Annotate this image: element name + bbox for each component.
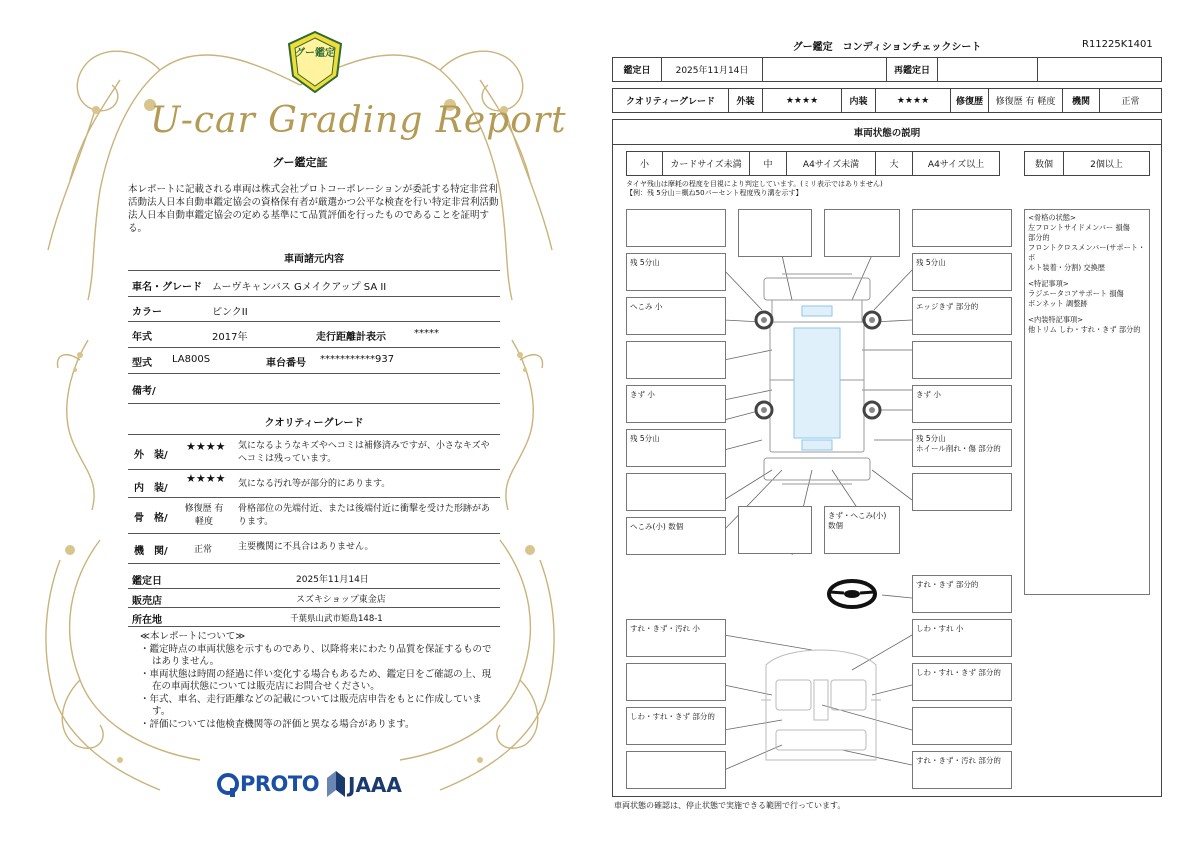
- divider: [128, 607, 500, 608]
- engine-value: 正常: [1099, 88, 1162, 113]
- divider: [128, 563, 500, 564]
- exterior-box: [738, 506, 812, 554]
- exterior-box: [626, 517, 726, 555]
- notes-title: ≪本レポートについて≫: [140, 631, 246, 642]
- divider: [128, 296, 500, 297]
- exterior-box: [912, 429, 1012, 467]
- remarks-label: 備考/: [132, 386, 156, 397]
- interior-desc: 気になる汚れ等が部分的にあります。: [238, 479, 391, 489]
- interior-label: 内 装/: [134, 483, 168, 494]
- exterior-box: [912, 253, 1012, 291]
- interior-note: すれ・きず・汚れ 小: [630, 624, 700, 633]
- interior-grade: ★★★★: [186, 472, 226, 485]
- car-top-view-diagram: [752, 270, 882, 490]
- divider: [128, 626, 500, 627]
- interior-box: [912, 575, 1012, 613]
- report-notes: [140, 631, 500, 731]
- quality-label: クオリティーグレード: [612, 88, 729, 113]
- report-id: R11225K1401: [1082, 39, 1153, 50]
- date-label: 鑑定日: [612, 57, 662, 82]
- chassis-value: ***********937: [320, 354, 395, 365]
- exterior-box: [912, 209, 1012, 247]
- interior-box: [626, 707, 726, 745]
- certificate-intro: 本レポートに記載される車両は株式会社プロトコーポレーションが委託する特定非営利活動法人日本自動車鑑定協会の資格保有者が厳選かつ公平な検査を行い特定非営利活動法人日本自動車鑑定協会の定める基準にて品質評価を行ったものであることを証明する。: [128, 184, 499, 234]
- exterior-box: [626, 429, 726, 467]
- exterior-desc: 気になるようなキズやヘコミは補修済みですが、小さなキズやヘコミは残っています。: [238, 441, 490, 464]
- divider: [128, 497, 500, 498]
- mileage-label: 走行距離計表示: [316, 332, 386, 343]
- divider: [128, 588, 500, 589]
- name-label: 車名・グレード: [132, 282, 202, 293]
- divider: [128, 403, 500, 404]
- proto-logo: PROTO: [240, 772, 320, 796]
- legend-small: 小: [626, 151, 663, 176]
- exterior-box: [912, 341, 1012, 379]
- certificate-title: グー鑑定証: [272, 156, 328, 169]
- mileage-value: *****: [414, 328, 439, 339]
- color-label: カラー: [132, 307, 162, 318]
- exterior-box: [912, 473, 1012, 511]
- comment-line: ラジエータコアサポート 損傷: [1028, 289, 1124, 298]
- divider: [128, 469, 500, 470]
- frame-grade: 修復歴 有 軽度: [184, 504, 224, 527]
- legend-large-desc: A4サイズ以上: [912, 151, 1000, 176]
- comment-line: ボンネット 調整跡: [1028, 299, 1088, 308]
- engine-label: 機関: [1062, 88, 1100, 113]
- appraisal-date-label: 鑑定日: [132, 576, 162, 587]
- quality-section-title: クオリティーグレード: [264, 418, 364, 429]
- interior-note: すれ・きず 部分的: [916, 580, 979, 589]
- exterior-note: 残 5分山: [916, 258, 946, 267]
- engine-label: 機 関/: [134, 546, 168, 557]
- model-value: LA800S: [172, 354, 211, 365]
- report-title: U-car Grading Report: [150, 100, 567, 141]
- exterior-value: ★★★★: [762, 88, 842, 113]
- note-item: ・年式、車名、走行距離などの記載については販売店申告をもとに作成しています。: [140, 693, 482, 717]
- proto-logo-icon: [216, 772, 240, 798]
- comment-line: フロントクロスメンバー(サポート・ボ: [1028, 243, 1146, 262]
- divider: [128, 321, 500, 322]
- interior-box: [626, 751, 726, 789]
- legend-small-desc: カードサイズ未満: [662, 151, 750, 176]
- exterior-box: [912, 385, 1012, 423]
- exterior-box: [626, 297, 726, 335]
- legend-count: 数個: [1024, 151, 1064, 176]
- legend-mid: 中: [749, 151, 787, 176]
- exterior-box: [738, 209, 812, 257]
- legend-mid-desc: A4サイズ未満: [786, 151, 876, 176]
- tire-note: タイヤ残山は摩耗の程度を目視により判定しています。(ミリ表示ではありません): [626, 180, 883, 188]
- interior-box: [626, 619, 726, 657]
- name-value: ムーヴキャンバス Gメイクアップ SA II: [212, 282, 387, 293]
- interior-box: [626, 663, 726, 701]
- frame-desc: 骨格部位の先端付近、または後端付近に衝撃を受けた形跡があります。: [238, 504, 491, 527]
- exterior-note: きず・へこみ(小) 数個: [828, 511, 887, 530]
- repair-label: 修復歴: [950, 88, 989, 113]
- exterior-note: きず 小: [630, 390, 655, 399]
- color-value: ピンクII: [212, 307, 248, 318]
- exterior-note: 残 5分山: [916, 434, 946, 443]
- exterior-box: [626, 209, 726, 247]
- jaaa-logo-icon: [326, 770, 346, 798]
- appraisal-date-value: 2025年11月14日: [296, 575, 369, 585]
- exterior-box: [912, 297, 1012, 335]
- location-label: 所在地: [132, 615, 162, 626]
- exterior-grade: ★★★★: [186, 440, 226, 453]
- exterior-note: 残 5分山: [630, 434, 660, 443]
- interior-box: [912, 707, 1012, 745]
- exterior-note: へこみ 小: [630, 302, 663, 311]
- exterior-label: 外装: [728, 88, 763, 113]
- frame-label: 骨 格/: [134, 513, 168, 524]
- divider: [128, 533, 500, 534]
- exterior-box: [626, 473, 726, 511]
- interior-note: すれ・きず・汚れ 部分的: [916, 756, 1001, 765]
- interior-note: しわ・すれ・きず 部分的: [630, 712, 715, 721]
- divider: [128, 270, 500, 271]
- divider: [128, 434, 500, 435]
- sheet-title: グー鑑定 コンディションチェックシート: [792, 42, 982, 53]
- frame-title: <骨格の状態>: [1028, 213, 1076, 222]
- engine-grade: 正常: [194, 545, 213, 555]
- legend-count-desc: 2個以上: [1063, 151, 1150, 176]
- engine-desc: 主要機関に不具合はありません。: [238, 542, 374, 552]
- interior-box: [912, 751, 1012, 789]
- exterior-box: [626, 341, 726, 379]
- interior-label: 内装: [841, 88, 876, 113]
- exterior-note: へこみ(小) 数個: [630, 522, 684, 531]
- footer-note: 車両状態の確認は、停止状態で実施できる範囲で行っています。: [614, 801, 846, 810]
- exterior-note: ホイール削れ・傷 部分的: [916, 444, 1001, 453]
- date-value: 2025年11月14日: [661, 57, 763, 82]
- exterior-note: 残 5分山: [630, 258, 660, 267]
- dealer-value: スズキショップ東金店: [296, 595, 386, 605]
- reappraisal-label: 再鑑定日: [886, 57, 938, 82]
- empty-cell: [1037, 57, 1162, 82]
- model-label: 型式: [132, 358, 152, 369]
- divider: [128, 373, 500, 374]
- repair-value: 修復歴 有 軽度: [988, 88, 1063, 113]
- divider: [128, 347, 500, 348]
- car-interior-diagram: [756, 640, 886, 770]
- interior-box: [912, 619, 1012, 657]
- empty-cell: [762, 57, 887, 82]
- badge-text: グー鑑定: [295, 48, 335, 59]
- exterior-note: きず 小: [916, 390, 941, 399]
- note-item: ・車両状態は時間の経過に伴い変化する場合もあるため、鑑定日をご確認の上、現在の車両状態については販売店にお問合せください。: [140, 668, 492, 692]
- exterior-box: [626, 385, 726, 423]
- tire-note-example: 【例：残 5分山＝概ね50パーセント程度残り溝を示す】: [626, 189, 803, 197]
- note-item: ・評価については他検査機関等の評価と異なる場合があります。: [140, 718, 415, 730]
- note-item: ・鑑定時点の車両状態を示すものであり、以降将来にわたり品質を保証するものではありません。: [140, 643, 492, 667]
- exterior-box: [824, 209, 900, 257]
- interior-box: [912, 663, 1012, 701]
- location-value: 千葉県山武市姫島148-1: [290, 614, 383, 624]
- exterior-label: 外 装/: [134, 450, 168, 461]
- legend-large: 大: [875, 151, 913, 176]
- comment-line: 部分的: [1028, 233, 1050, 242]
- comments-panel: [1024, 209, 1150, 595]
- jaaa-logo: JAAA: [348, 773, 402, 797]
- comment-line: ルト装着・分割) 交換歴: [1028, 263, 1105, 272]
- year-label: 年式: [132, 332, 152, 343]
- interior-note: しわ・すれ 小: [916, 624, 964, 633]
- reappraisal-value: [937, 57, 1038, 82]
- exterior-box: [626, 253, 726, 291]
- dealer-label: 販売店: [132, 596, 162, 607]
- comment-line: 左フロントサイドメンバー 損傷: [1028, 223, 1130, 232]
- chassis-label: 車台番号: [266, 358, 306, 369]
- comment-line: 他トリム しわ・すれ・きず 部分的: [1028, 325, 1141, 334]
- exterior-note: エッジきず 部分的: [916, 302, 979, 311]
- interior-title: <内装特記事項>: [1028, 315, 1084, 324]
- spec-section-title: 車両諸元内容: [284, 254, 344, 265]
- exterior-box: [824, 506, 900, 554]
- year-value: 2017年: [212, 332, 248, 343]
- interior-value: ★★★★: [875, 88, 951, 113]
- special-title: <特記事項>: [1028, 279, 1069, 288]
- condition-title: 車両状態の説明: [612, 119, 1162, 145]
- goo-kantei-badge-icon: [285, 30, 345, 94]
- interior-note: しわ・すれ・きず 部分的: [916, 668, 1001, 677]
